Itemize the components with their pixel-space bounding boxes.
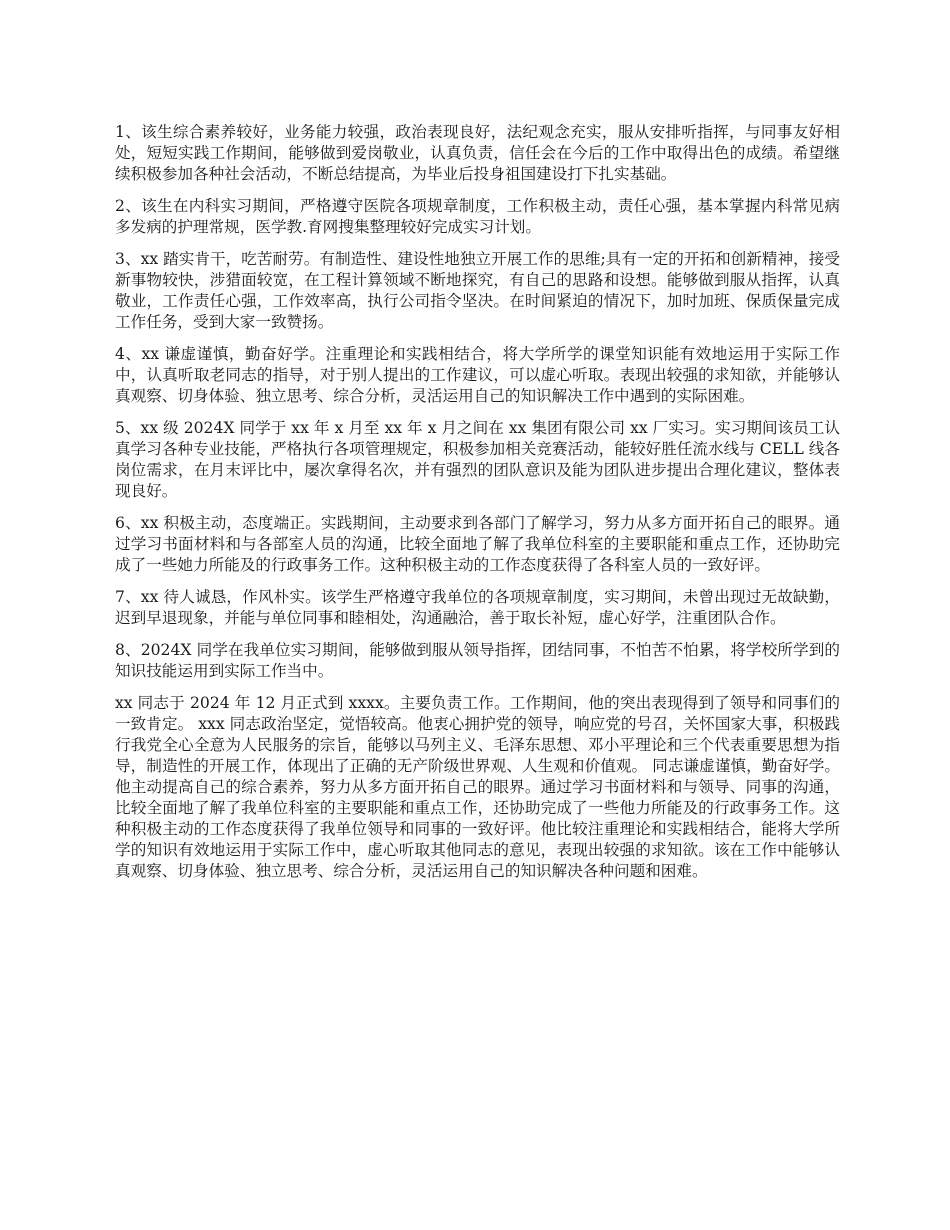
paragraph-7: 7、xx 待人诚恳，作风朴实。该学生严格遵守我单位的各项规章制度，实习期间，未曾出现过无故缺勤，迟到早退现象，并能与单位同事和睦相处，沟通融洽，善于取长补短，虚心好学，注重团队合作。 [115,588,840,627]
paragraph-3: 3、xx 踏实肯干，吃苦耐劳。有制造性、建设性地独立开展工作的思维;具有一定的开拓和创新精神，接受新事物较快，涉猎面较宽，在工程计算领域不断地探究，有自己的思路和设想。能够做到服从指挥，认真敬业，工作责任心强，工作效率高，执行公司指令坚决。在时间紧迫的情况下，加时加班、保质保量完成工作任务，受到大家一致赞扬。 [115,250,840,331]
paragraph-8: 8、2024X 同学在我单位实习期间，能够做到服从领导指挥，团结同事，不怕苦不怕累，将学校所学到的知识技能运用到实际工作当中。 [115,641,840,680]
document-body [115,122,840,893]
paragraph-4: 4、xx 谦虚谨慎，勤奋好学。注重理论和实践相结合，将大学所学的课堂知识能有效地运用于实际工作中，认真听取老同志的指导，对于别人提出的工作建议，可以虚心听取。表现出较强的求知欲，并能够认真观察、切身体验、独立思考、综合分析，灵活运用自己的知识解决工作中遇到的实际困难。 [115,345,840,405]
paragraph-6: 6、xx 积极主动，态度端正。实践期间，主动要求到各部门了解学习，努力从多方面开拓自己的眼界。通过学习书面材料和与各部室人员的沟通，比较全面地了解了我单位科室的主要职能和重点工作，还协助完成了一些她力所能及的行政事务工作。这种积极主动的工作态度获得了各科室人员的一致好评。 [115,514,840,574]
paragraph-1: 1、该生综合素养较好，业务能力较强，政治表现良好，法纪观念充实，服从安排听指挥，与同事友好相处，短短实践工作期间，能够做到爱岗敬业，认真负责，信任会在今后的工作中取得出色的成绩。希望继续积极参加各种社会活动，不断总结提高，为毕业后投身祖国建设打下扎实基础。 [115,123,840,183]
paragraph-summary: xx 同志于 2024 年 12 月正式到 xxxx。主要负责工作。工作期间，他的突出表现得到了领导和同事们的一致肯定。 xxx 同志政治坚定，觉悟较高。他衷心拥护党的领导，响应党的号召，关怀国家大事，积极践行我党全心全意为人民服务的宗旨，能够以马列主义、毛泽东思想、邓小平理论和三个代表重要思想为指导，制造性的开展工作，体现出了正确的无产阶级世界观、人生观和价值观。 同志谦虚谨慎，勤奋好学。他主动提高自己的综合素养，努力从多方面开拓自己的眼界。通过学习书面材料和与领导、同事的沟通，比较全面地了解了我单位科室的主要职能和重点工作，还协助完成了一些他力所能及的行政事务工作。这种积极主动的工作态度获得了我单位领导和同事的一致好评。他比较注重理论和实践相结合，能将大学所学的知识有效地运用于实际工作中，虚心听取其他同志的意见，表现出较强的求知欲。该在工作中能够认真观察、切身体验、独立思考、综合分析，灵活运用自己的知识解决各种问题和困难。 [115,694,840,880]
paragraph-2: 2、该生在内科实习期间，严格遵守医院各项规章制度，工作积极主动，责任心强，基本掌握内科常见病多发病的护理常规，医学教.育网搜集整理较好完成实习计划。 [115,197,840,236]
paragraph-5: 5、xx 级 2024X 同学于 xx 年 x 月至 xx 年 x 月之间在 xx 集团有限公司 xx 厂实习。实习期间该员工认真学习各种专业技能，严格执行各项管理规定，积极参加相关竞赛活动，能较好胜任流水线与 CELL 线各岗位需求，在月末评比中，屡次拿得名次，并有强烈的团队意识及能为团队进步提出合理化建议，整体表现良好。 [115,419,840,500]
